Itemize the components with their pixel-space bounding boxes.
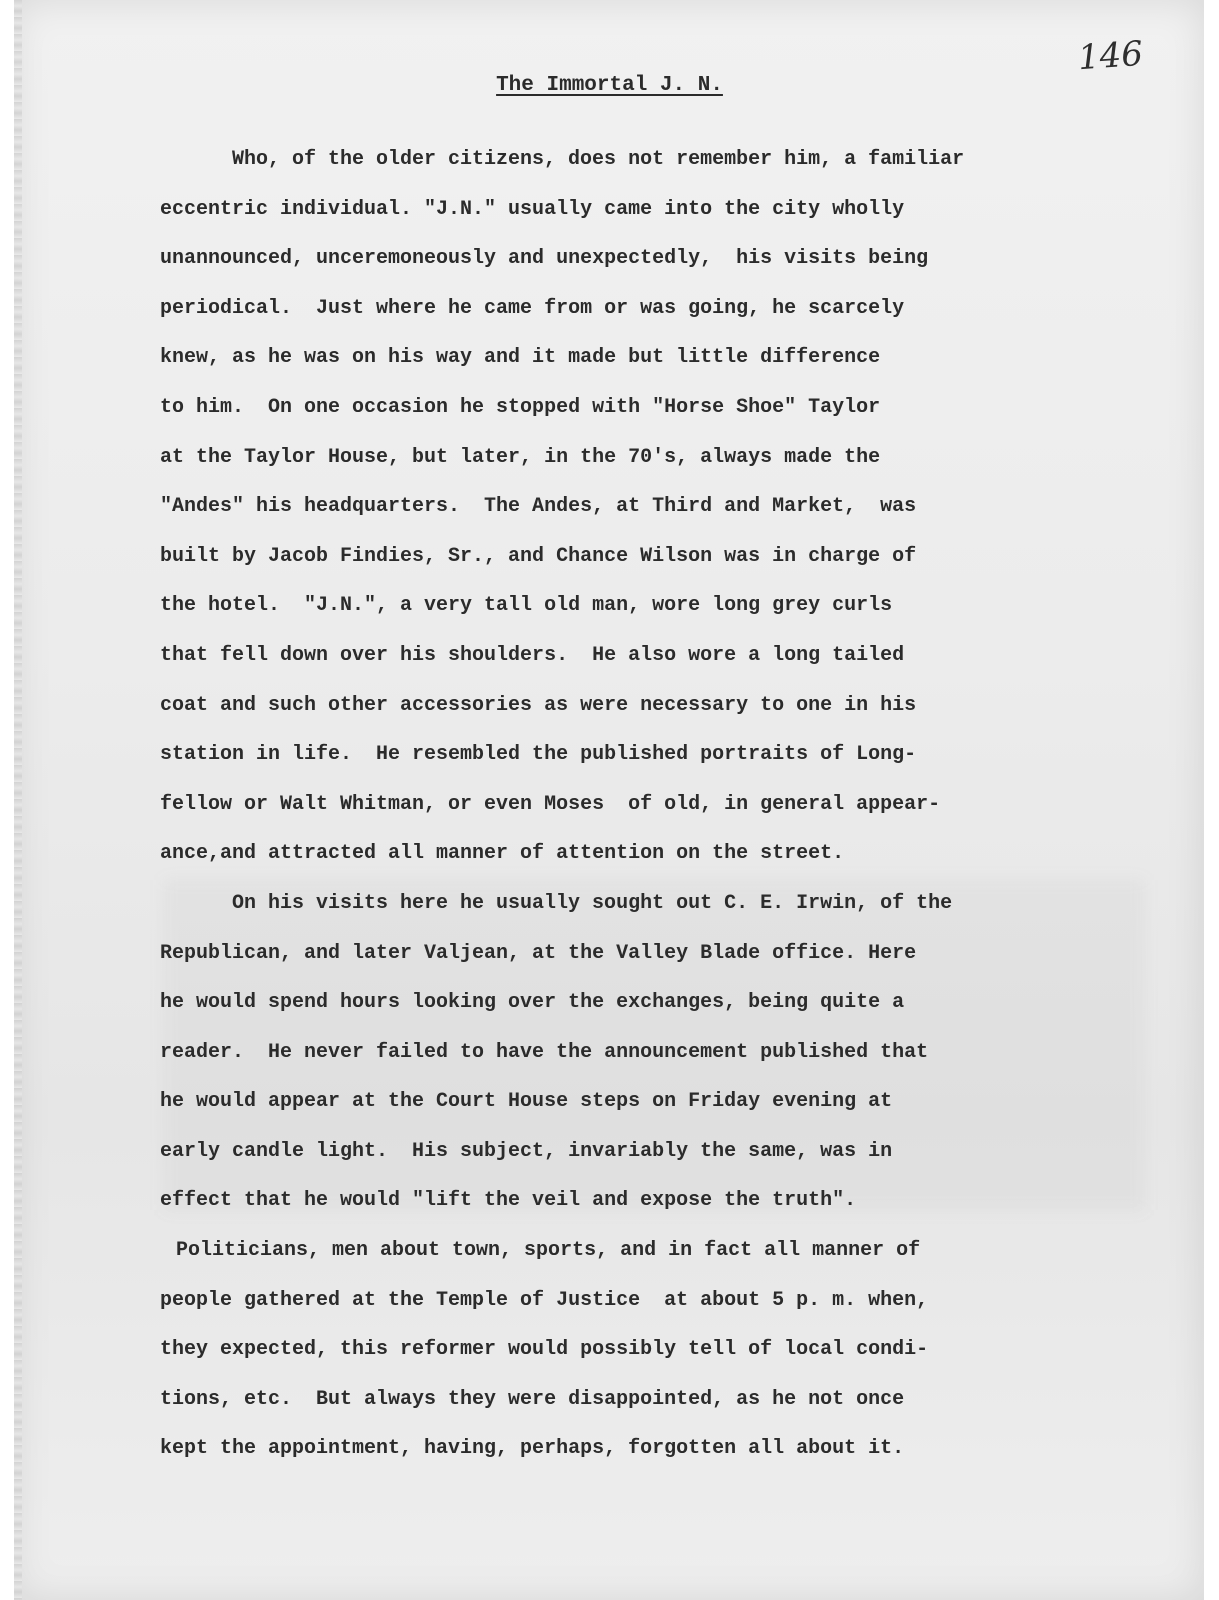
text-line: reader. He never failed to have the announcement published that [160,1040,929,1064]
text-line: unannounced, unceremoneously and unexpectedly, his visits being [160,247,929,271]
text-line: to him. On one occasion he stopped with "Horse Shoe" Taylor [160,395,881,419]
text-line: fellow or Walt Whitman, or even Moses of old, in general appear- [160,792,941,816]
text-line: Republican, and later Valjean, at the Valley Blade office. Here [160,941,917,965]
text-line: kept the appointment, having, perhaps, forgotten all about it. [160,1437,905,1461]
text-line: eccentric individual. "J.N." usually came into the city wholly [160,197,905,221]
text-line: Politicians, men about town, sports, and in fact all manner of [176,1239,921,1263]
text-line: the hotel. "J.N.", a very tall old man, wore long grey curls [160,594,893,618]
document-title: The Immortal J. N. [496,74,723,97]
text-line: built by Jacob Findies, Sr., and Chance Wilson was in charge of [160,544,917,568]
text-line: periodical. Just where he came from or was going, he scarcely [160,296,905,320]
text-line: knew, as he was on his way and it made but little difference [160,346,881,370]
text-line: effect that he would "lift the veil and expose the truth". [160,1189,857,1213]
text-line: Who, of the older citizens, does not remember him, a familiar [232,148,965,171]
text-line: at the Taylor House, but later, in the 70's, always made the [160,445,881,469]
text-line: they expected, this reformer would possibly tell of local condi- [160,1338,929,1362]
text-line: ance,and attracted all manner of attention on the street. [160,842,845,866]
text-line: station in life. He resembled the published portraits of Long- [160,743,917,767]
text-line: tions, etc. But always they were disappointed, as he not once [160,1387,905,1411]
page-number: 146 [1076,33,1145,79]
text-line: that fell down over his shoulders. He also wore a long tailed [160,643,905,667]
text-line: On his visits here he usually sought out C. E. Irwin, of the [232,891,953,915]
text-line: he would appear at the Court House steps on Friday evening at [160,1090,893,1114]
text-line: he would spend hours looking over the exchanges, being quite a [160,991,905,1015]
document-body [160,135,1160,1474]
text-line: "Andes" his headquarters. The Andes, at Third and Market, was [160,495,917,519]
torn-left-edge [14,0,22,1600]
text-line: people gathered at the Temple of Justice at about 5 p. m. when, [160,1288,929,1312]
text-line: coat and such other accessories as were necessary to one in his [160,693,917,717]
text-line: early candle light. His subject, invariably the same, was in [160,1139,893,1163]
